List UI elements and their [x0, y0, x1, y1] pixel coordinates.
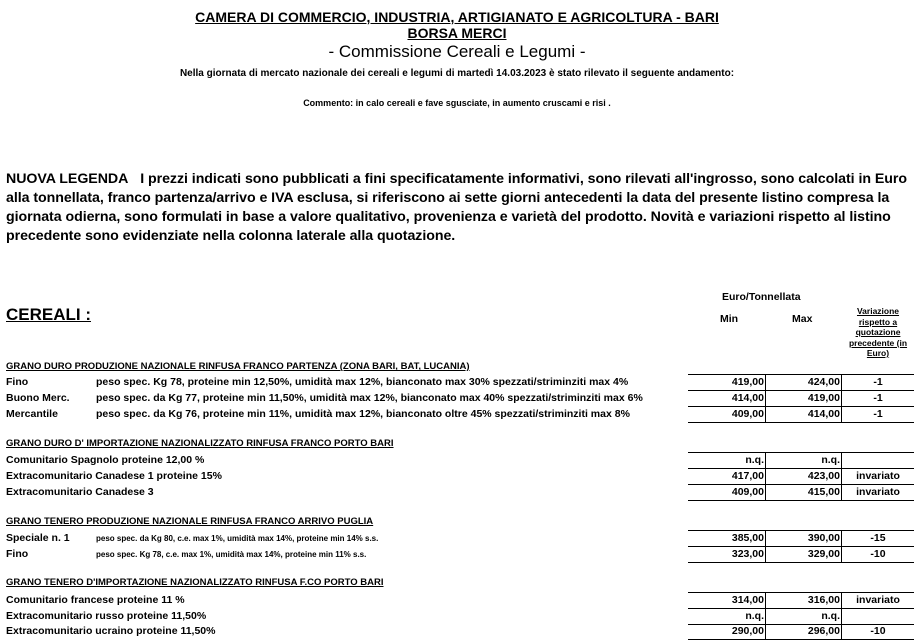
row-max-price: 296,00 [807, 625, 840, 637]
row-name: Fino [6, 548, 29, 560]
market-intro: Nella giornata di mercato nazionale dei cereali e legumi di martedì 14.03.2023 è stato rilevato il seguente andamento: [179, 68, 735, 79]
row-name: Extracomunitario ucraino proteine 11,50% [6, 625, 216, 637]
min-column-header: Min [720, 313, 739, 325]
table-row [0, 609, 914, 625]
row-min-price: 314,00 [731, 594, 764, 606]
table-row [0, 391, 914, 407]
section-title: GRANO TENERO D'IMPORTAZIONE NAZIONALIZZATO RINFUSA F.CO PORTO BARI [6, 577, 384, 588]
row-name: Comunitario francese proteine 11 % [6, 594, 185, 606]
row-max-price: 316,00 [807, 594, 840, 606]
row-description: peso spec. da Kg 77, proteine min 11,50%, umidità max 12%, bianconato max 40% spezzati/striminziti max 6% [96, 392, 643, 404]
row-max-price: 414,00 [807, 408, 840, 420]
row-min-price: 323,00 [731, 548, 764, 560]
row-variation: invariato [856, 594, 900, 606]
section-title: GRANO DURO PRODUZIONE NAZIONALE RINFUSA FRANCO PARTENZA (ZONA BARI, BAT, LUCANIA) [6, 361, 470, 372]
row-min-price: 417,00 [731, 470, 764, 482]
row-max-price: 424,00 [807, 376, 840, 388]
row-variation: -10 [870, 625, 886, 637]
row-name: Extracomunitario Canadese 1 proteine 15% [6, 470, 222, 482]
row-variation: -1 [873, 408, 883, 420]
row-min-price: 419,00 [731, 376, 764, 388]
section-title: GRANO DURO D' IMPORTAZIONE NAZIONALIZZATO RINFUSA FRANCO PORTO BARI [6, 438, 394, 449]
table-row [0, 407, 914, 423]
section-title: GRANO TENERO PRODUZIONE NAZIONALE RINFUSA FRANCO ARRIVO PUGLIA [6, 516, 374, 527]
table-row [0, 624, 914, 640]
row-name: Extracomunitario russo proteine 11,50% [6, 610, 207, 622]
market-comment: Commento: in calo cereali e fave sgusciate, in aumento cruscami e risi . [303, 98, 611, 108]
row-description: peso spec. da Kg 76, proteine min 11%, umidità max 12%, bianconato oltre 45% spezzati/striminziti max 8% [96, 408, 630, 420]
borsa-merci-title: BORSA MERCI [407, 25, 507, 41]
row-min-price: 385,00 [731, 532, 764, 544]
row-variation: -1 [873, 392, 883, 404]
row-name: Mercantile [6, 408, 58, 420]
table-row [0, 453, 914, 469]
legend-title: NUOVA LEGENDA [6, 171, 129, 187]
row-min-price: n.q. [745, 610, 764, 622]
table-row [0, 485, 914, 501]
row-description: peso spec. Kg 78, proteine min 12,50%, umidità max 12%, bianconato max 30% spezzati/striminziti max 4% [96, 376, 629, 388]
table-row [0, 531, 914, 547]
variation-column-header: Variazione rispetto a quotazione precedente (in Euro) [848, 306, 908, 358]
row-min-price: n.q. [745, 454, 764, 466]
max-column-header: Max [792, 313, 813, 325]
row-name: Speciale n. 1 [6, 532, 70, 544]
category-heading: CEREALI : [6, 305, 91, 324]
row-min-price: 290,00 [731, 625, 764, 637]
table-row [0, 469, 914, 485]
row-description: peso spec. Kg 78, c.e. max 1%, umidità max 14%, proteine min 11% s.s. [96, 550, 367, 559]
row-variation: -15 [870, 532, 886, 544]
row-name: Fino [6, 376, 29, 388]
chamber-title: CAMERA DI COMMERCIO, INDUSTRIA, ARTIGIANATO E AGRICOLTURA - BARI [195, 9, 719, 25]
table-row [0, 375, 914, 391]
commission-title: - Commissione Cereali e Legumi - [328, 42, 586, 61]
row-max-price: 415,00 [807, 486, 840, 498]
row-variation: invariato [856, 470, 900, 482]
row-description: peso spec. da Kg 80, c.e. max 1%, umidità max 14%, proteine min 14% s.s. [96, 534, 379, 543]
row-name: Buono Merc. [6, 392, 70, 404]
row-max-price: 419,00 [807, 392, 840, 404]
row-max-price: 390,00 [807, 532, 840, 544]
row-min-price: 409,00 [731, 486, 764, 498]
row-max-price: 423,00 [807, 470, 840, 482]
unit-header: Euro/Tonnellata [722, 291, 801, 303]
row-name: Comunitario Spagnolo proteine 12,00 % [6, 454, 205, 466]
row-name: Extracomunitario Canadese 3 [6, 486, 154, 498]
row-max-price: n.q. [821, 454, 840, 466]
table-row [0, 593, 914, 609]
row-variation: -1 [873, 376, 883, 388]
row-min-price: 409,00 [731, 408, 764, 420]
row-variation: -10 [870, 548, 886, 560]
row-min-price: 414,00 [731, 392, 764, 404]
row-variation: invariato [856, 486, 900, 498]
legend-text: I prezzi indicati sono pubblicati a fini specificatamente informativi, sono rilevati all'ingrosso, sono calcolati in Euro alla tonnellata, franco partenza/arrivo e IVA esclusa, si riferiscono ai sette giorni antecedenti la data del presente listino compresa la giornata odierna, sono formulati in base a valore qualitativo, provenienza e varietà del prodotto. Novità e variazioni rispetto al listino precedente sono evidenziate nella colonna laterale alla quotazione. [6, 171, 907, 244]
legend-paragraph [6, 170, 914, 246]
row-max-price: n.q. [821, 610, 840, 622]
table-row [0, 547, 914, 563]
row-max-price: 329,00 [807, 548, 840, 560]
